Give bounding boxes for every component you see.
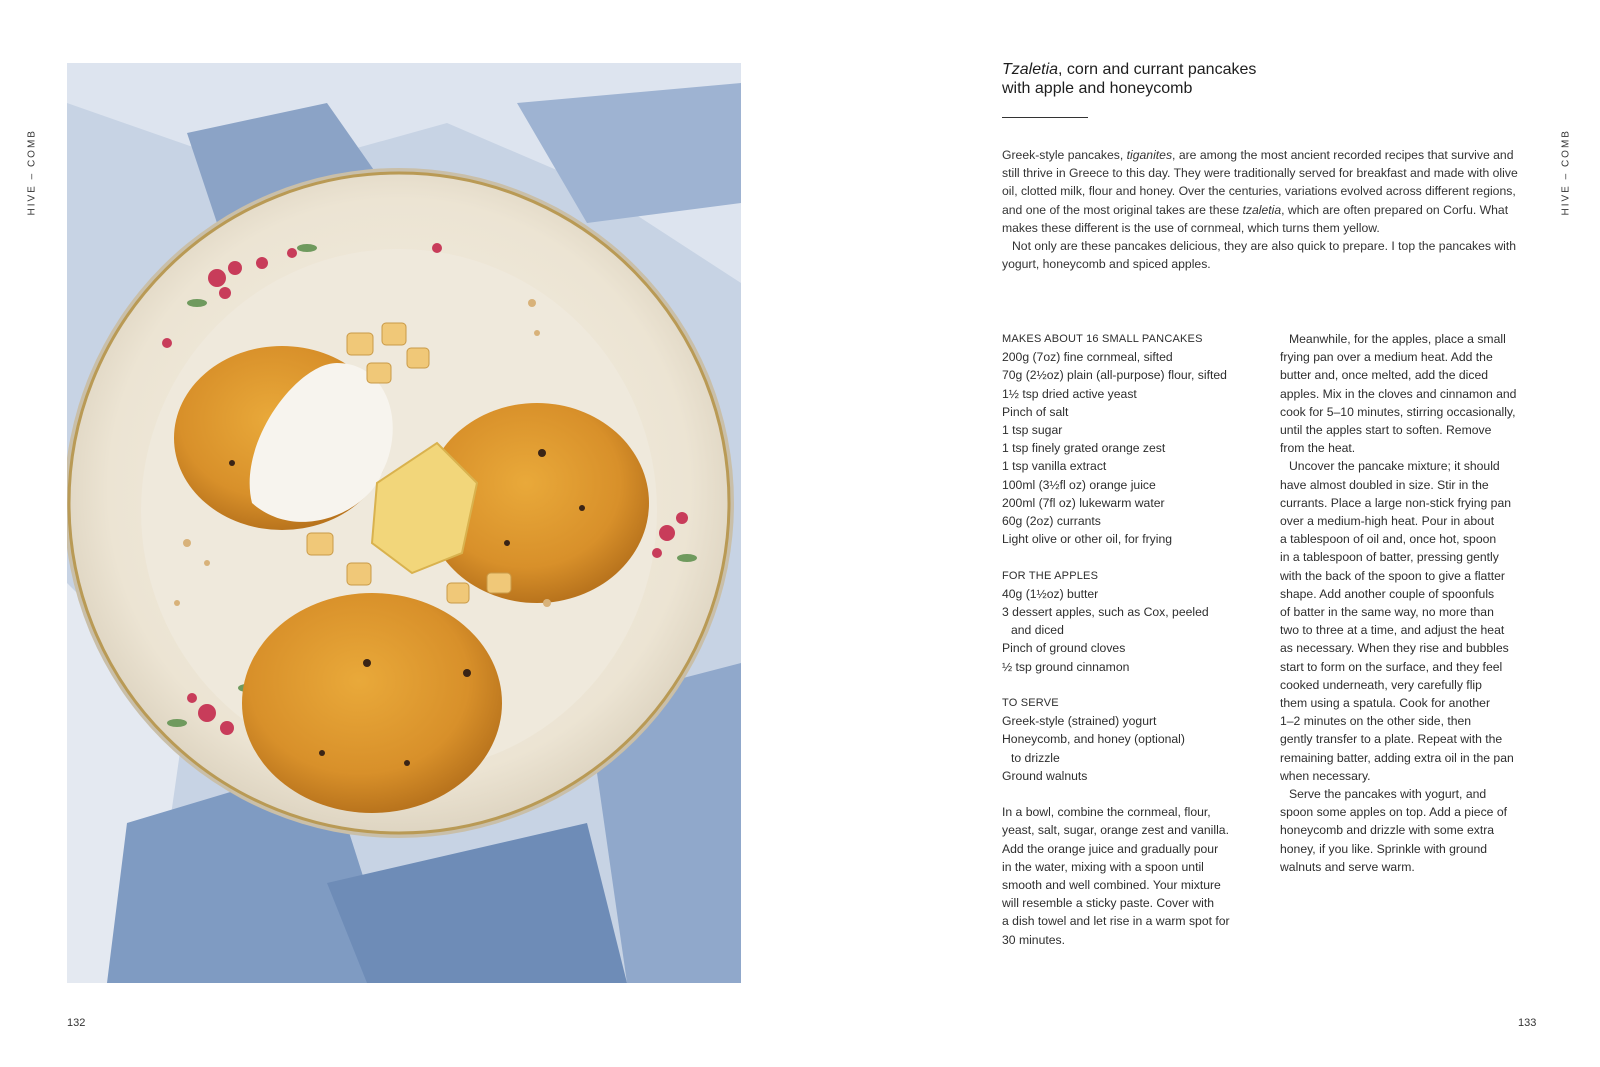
ingredient-item: Pinch of salt [1002,404,1069,419]
method-line: shape. Add another couple of spoonfuls [1280,586,1495,601]
serve-item: Ground walnuts [1002,768,1088,783]
method-line: until the apples start to soften. Remove [1280,423,1492,438]
recipe-title-italic: Tzaletia [1002,61,1059,78]
method-line: Serve the pancakes with yogurt, and [1289,787,1487,802]
method-line: cooked underneath, very carefully flip [1280,677,1482,692]
method-line: gently transfer to a plate. Repeat with the [1280,732,1503,747]
recipe-intro [1002,146,1532,273]
serve-heading: TO SERVE [1002,697,1059,710]
intro-text-a: Greek-style pancakes, [1002,148,1127,162]
recipe-title [1002,60,1382,98]
intro-em-tzaletia: tzaletia [1242,202,1282,217]
method-line: smooth and well combined. Your mixture [1002,878,1221,893]
side-running-head-right: HIVE – COMB [1560,129,1572,216]
method-line: as necessary. When they rise and bubbles [1280,641,1509,656]
apples-item: ½ tsp ground cinnamon [1002,659,1130,674]
pancakes-photo [67,63,741,983]
method-line: currants. Place a large non-stick frying pan [1280,495,1511,510]
serve-item: to drizzle [1011,750,1060,765]
method-line: 1–2 minutes on the other side, then [1280,714,1472,729]
method-line: with the back of the spoon to give a flatter [1280,568,1505,583]
recipe-title-rest: , corn and currant pancakes [1058,61,1257,78]
method-line: Add the orange juice and gradually pour [1002,841,1219,856]
method-line: frying pan over a medium heat. Add the [1280,350,1493,365]
ingredient-item: 60g (2oz) currants [1002,514,1101,529]
method-line: in the water, mixing with a spoon until [1002,859,1204,874]
apples-item: and diced [1011,623,1064,638]
apples-heading: FOR THE APPLES [1002,569,1099,582]
method-line: In a bowl, combine the cornmeal, flour, [1002,805,1211,820]
ingredient-item: 70g (2½oz) plain (all-purpose) flour, sifted [1002,368,1227,383]
method-line: Uncover the pancake mixture; it should [1289,459,1500,474]
method-line: when necessary. [1280,768,1371,783]
apples-list [1002,585,1267,676]
method-step-1 [1002,803,1267,949]
serve-list [1002,712,1267,785]
method-line: Meanwhile, for the apples, place a small [1289,332,1506,346]
method-line: start to form on the surface, and they feel [1280,659,1503,674]
apples-item: Pinch of ground cloves [1002,641,1126,656]
method-line: remaining batter, adding extra oil in the pan [1280,750,1514,765]
intro-em-tiganites: tiganites [1126,148,1173,162]
method-line: yeast, salt, sugar, orange zest and vanilla. [1002,823,1229,838]
intro-paragraph-1 [1002,146,1532,237]
page-number-right: 133 [1518,1017,1537,1029]
pancakes-photo-illustration [67,63,741,983]
method-line: over a medium-high heat. Pour in about [1280,514,1495,529]
intro-text-b: , are among the most ancient recorded recipes that survive and still thrive in Greece to this day. They were traditionally served for breakfast and made with olive oil, clotted milk, flour and honey. Over the centuries, variations evolved across different regions, and one of the most original takes are these [1002,148,1518,217]
apples-item: 3 dessert apples, such as Cox, peeled [1002,605,1209,620]
method-line: butter and, once melted, add the diced [1280,368,1489,383]
ingredient-item: 200g (7oz) fine cornmeal, sifted [1002,350,1173,365]
method-line: spoon some apples on top. Add a piece of [1280,805,1507,820]
page-number-left: 132 [67,1017,86,1029]
method-line: honey, if you like. Sprinkle with ground [1280,841,1488,856]
ingredient-item: 100ml (3½fl oz) orange juice [1002,477,1156,492]
ingredient-item: 200ml (7fl oz) lukewarm water [1002,495,1165,510]
title-rule [1002,117,1088,118]
ingredient-item: 1 tsp finely grated orange zest [1002,441,1166,456]
method-line: them using a spatula. Cook for another [1280,696,1491,711]
method-line: from the heat. [1280,441,1356,456]
serve-item: Honeycomb, and honey (optional) [1002,732,1185,747]
side-running-head-left: HIVE – COMB [26,129,38,216]
method-line: 30 minutes. [1002,932,1066,947]
ingredient-item: 1 tsp sugar [1002,423,1063,438]
recipe-title-line2: with apple and honeycomb [1002,80,1193,97]
apples-item: 40g (1½oz) butter [1002,586,1099,601]
method-line: in a tablespoon of batter, pressing gently [1280,550,1499,565]
ingredients-column [1002,330,1267,949]
ingredient-item: Light olive or other oil, for frying [1002,532,1173,547]
serve-item: Greek-style (strained) yogurt [1002,714,1157,729]
ingredient-item: 1½ tsp dried active yeast [1002,386,1137,401]
intro-text-c: , which are often prepared on Corfu. What makes these different is the use of cornmeal, which turns them yellow. [1002,202,1509,235]
makes-heading: MAKES ABOUT 16 SMALL PANCAKES [1002,333,1203,345]
method-line: cook for 5–10 minutes, stirring occasionally, [1280,404,1516,419]
method-column [1280,330,1542,876]
method-line: walnuts and serve warm. [1280,859,1415,874]
method-line: will resemble a sticky paste. Cover with [1002,896,1214,911]
ingredients-list [1002,348,1267,548]
method-line: honeycomb and drizzle with some extra [1280,823,1495,838]
method-line: a dish towel and let rise in a warm spot for [1002,914,1230,929]
ingredient-item: 1 tsp vanilla extract [1002,459,1107,474]
intro-paragraph-2: Not only are these pancakes delicious, they are also quick to prepare. I top the pancakes with yogurt, honeycomb and spiced apples. [1002,239,1517,272]
method-line: of batter in the same way, no more than [1280,605,1494,620]
method-line: have almost doubled in size. Stir in the [1280,477,1489,492]
method-line: two to three at a time, and adjust the heat [1280,623,1505,638]
method-line: apples. Mix in the cloves and cinnamon and [1280,386,1517,401]
method-line: a tablespoon of oil and, once hot, spoon [1280,532,1497,547]
